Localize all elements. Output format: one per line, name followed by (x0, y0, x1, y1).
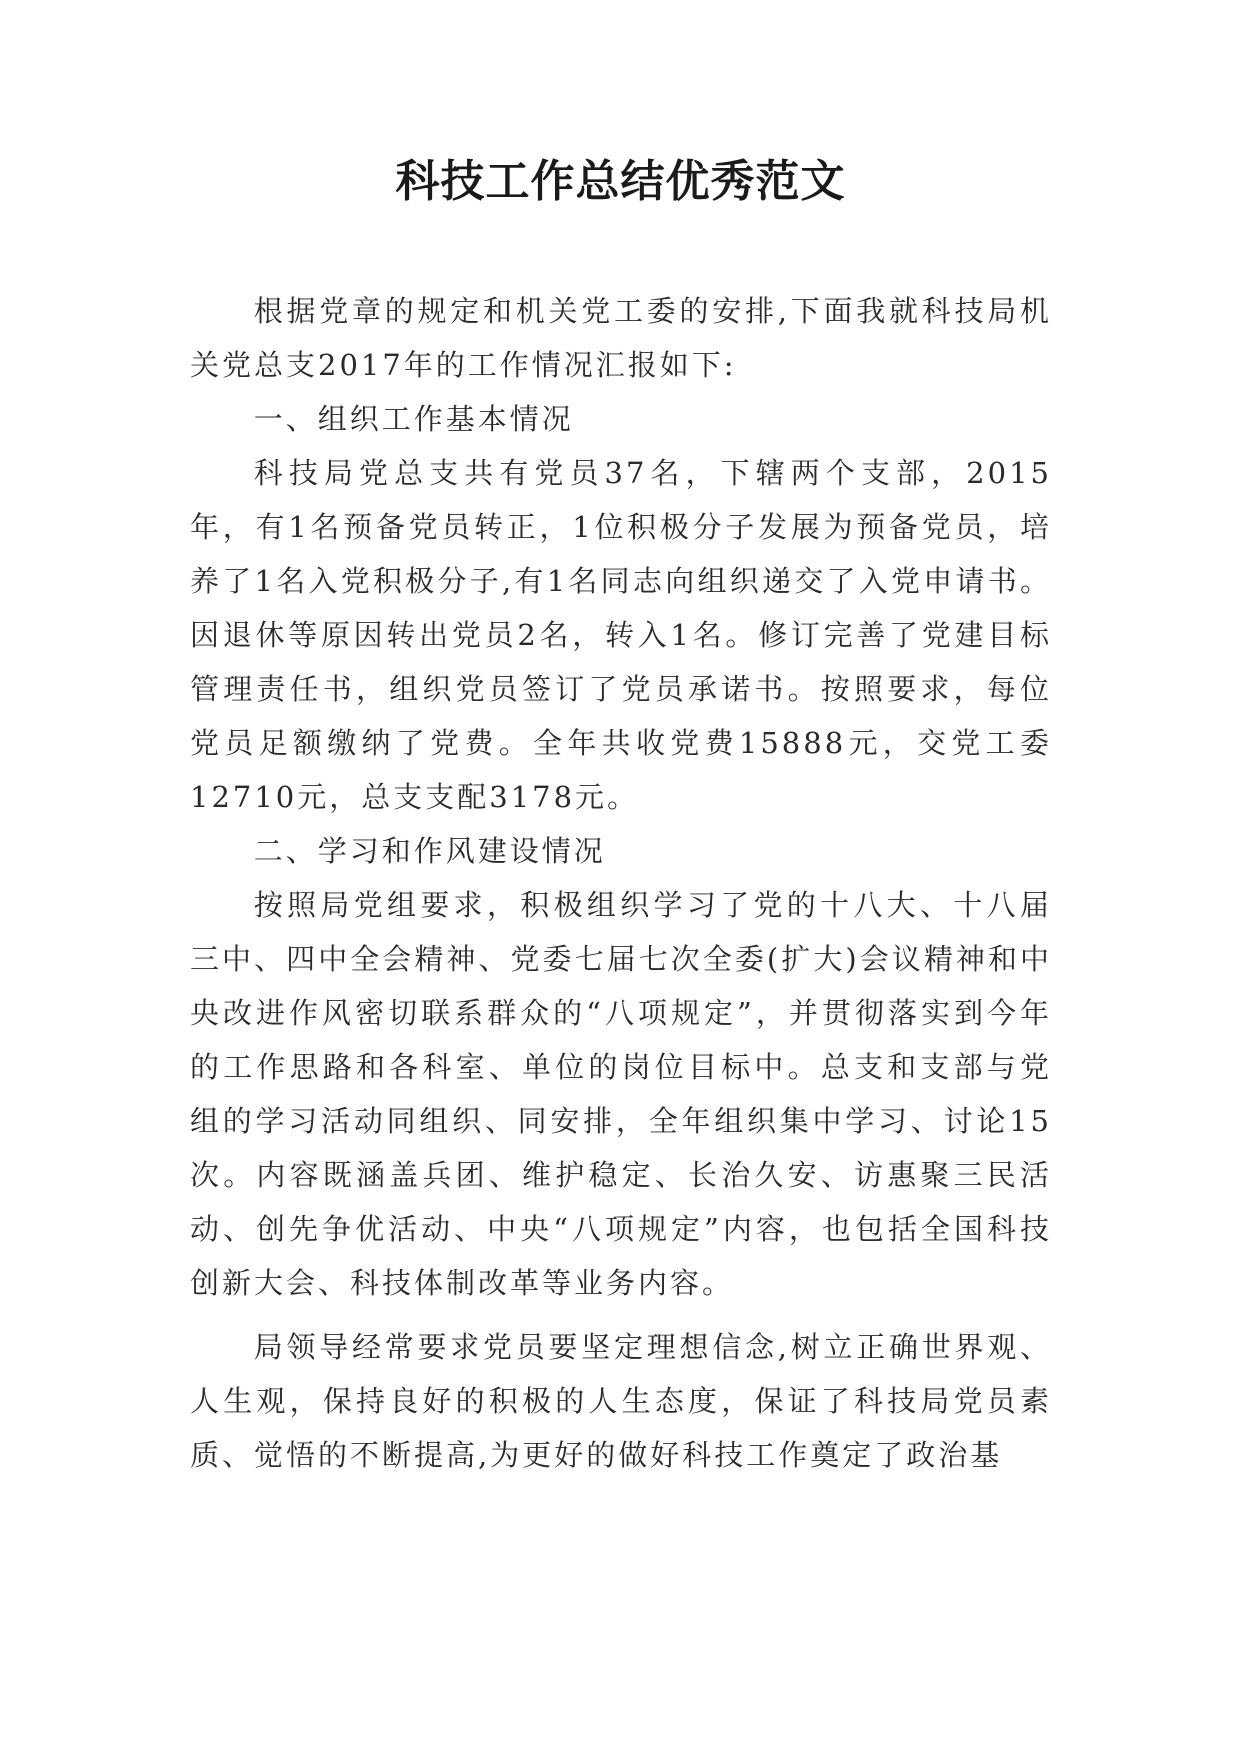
document-body (190, 284, 1052, 1482)
paragraph-study: 按照局党组要求，积极组织学习了党的十八大、十八届三中、四中全会精神、党委七届七次全委(扩大)会议精神和中央改进作风密切联系群众的“八项规定”，并贯彻落实到今年的工作思路和各科室、单位的岗位目标中。总支和支部与党组的学习活动同组织、同安排，全年组织集中学习、讨论15次。内容既涵盖兵团、维护稳定、长治久安、访惠聚三民活动、创先争优活动、中央“八项规定”内容，也包括全国科技创新大会、科技体制改革等业务内容。 (190, 888, 1052, 1300)
paragraph-organization: 科技局党总支共有党员37名，下辖两个支部，2015年，有1名预备党员转正，1位积极分子发展为预备党员，培养了1名入党积极分子,有1名同志向组织递交了入党申请书。因退休等原因转出党员2名，转入1名。修订完善了党建目标管理责任书，组织党员签订了党员承诺书。按照要求，每位党员足额缴纳了党费。全年共收党费15888元，交党工委12710元，总支支配3178元。 (190, 456, 1052, 814)
document-title: 科技工作总结优秀范文 (395, 156, 846, 207)
section-heading-organization: 一、组织工作基本情况 (253, 402, 574, 436)
section-heading-study: 二、学习和作风建设情况 (253, 834, 606, 868)
paragraph-intro: 根据党章的规定和机关党工委的安排,下面我就科技局机关党总支2017年的工作情况汇报如下: (190, 294, 1052, 382)
paragraph-leadership: 局领导经常要求党员要坚定理想信念,树立正确世界观、人生观，保持良好的积极的人生态度，保证了科技局党员素质、觉悟的不断提高,为更好的做好科技工作奠定了政治基 (190, 1330, 1052, 1472)
